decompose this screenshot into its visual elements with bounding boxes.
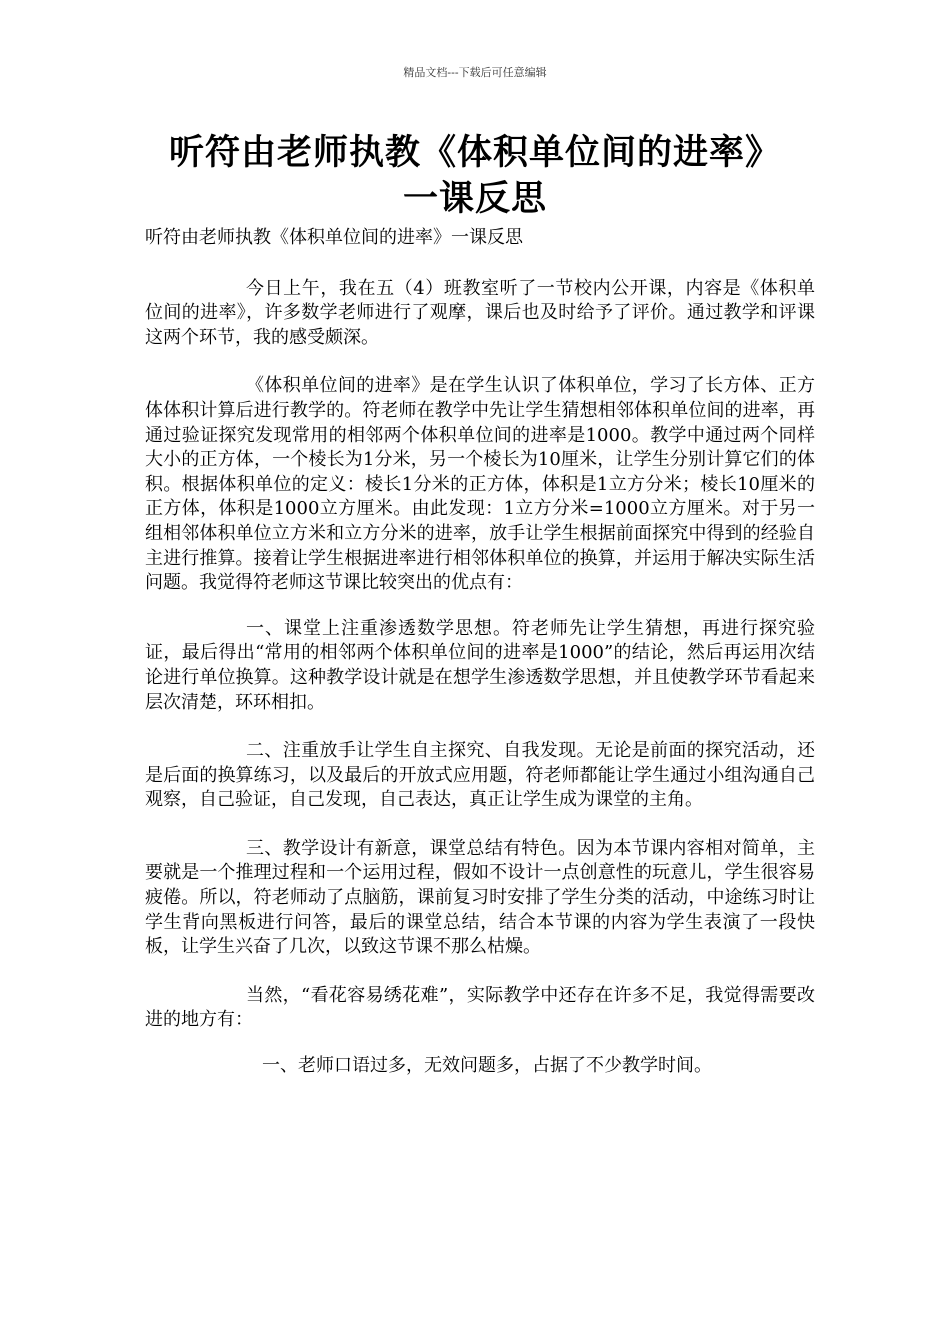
paragraph-strength-3: 三、教学设计有新意，课堂总结有特色。因为本节课内容相对简单，主要就是一个推理过程和一个运用过程，假如不设计一点创意性的玩意儿，学生很容易疲倦。所以，符老师动了点脑筋，课前复习时安排了学生分类的活动，中途练习时让学生背向黑板进行问答，最后的课堂总结，结合本节课的内容为学生表演了一段快板，让学生兴奋了几次，以致这节课不那么枯燥。	[145, 837, 815, 958]
paragraph-lesson-summary: 《体积单位间的进率》是在学生认识了体积单位，学习了长方体、正方体体积计算后进行教学的。符老师在教学中先让学生猜想相邻体积单位间的进率，再通过验证探究发现常用的相邻两个体积单位间的进率是1000。教学中通过两个同样大小的正方体，一个棱长为1分米，另一个棱长为10厘米，让学生分别计算它们的体积。根据体积单位的定义：棱长1分米的正方体，体积是1立方分米；棱长10厘米的正方体，体积是1000立方厘米。由此发现：1立方分米=1000立方厘米。对于另一组相邻体积单位立方米和立方分米的进率，放手让学生根据前面探究中得到的经验自主进行推算。接着让学生根据进率进行相邻体积单位的换算，并运用于解决实际生活问题。我觉得符老师这节课比较突出的优点有：	[145, 375, 815, 594]
page-header-note: 精品文档---下载后可任意编辑	[403, 66, 547, 79]
paragraph-improvement-1: 一、老师口语过多，无效问题多，占据了不少教学时间。	[262, 1055, 712, 1077]
document-title-line-1: 听符由老师执教《体积单位间的进率》	[168, 132, 781, 173]
paragraph-improvements-intro: 当然，“看花容易绣花难”，实际教学中还存在许多不足，我觉得需要改进的地方有：	[145, 984, 815, 1031]
paragraph-strength-1: 一、课堂上注重渗透数学思想。符老师先让学生猜想，再进行探究验证，最后得出“常用的相邻两个体积单位间的进率是1000”的结论，然后再运用次结论进行单位换算。这种教学设计就是在想学生渗透数学思想，并且使教学环节看起来层次清楚，环环相扣。	[145, 617, 815, 713]
paragraph-intro: 今日上午，我在五（4）班教室听了一节校内公开课，内容是《体积单位间的进率》，许多数学老师进行了观摩，课后也及时给予了评价。通过教学和评课这两个环节，我的感受颇深。	[145, 277, 815, 348]
paragraph-strength-2: 二、注重放手让学生自主探究、自我发现。无论是前面的探究活动，还是后面的换算练习，以及最后的开放式应用题，符老师都能让学生通过小组沟通自己观察，自己验证，自己发现，自己表达，真正让学生成为课堂的主角。	[145, 740, 815, 811]
document-title-line-2: 一课反思	[402, 178, 547, 219]
document-title	[120, 130, 830, 222]
document-body	[145, 226, 815, 1079]
document-subtitle: 听符由老师执教《体积单位间的进率》一课反思	[145, 227, 523, 248]
